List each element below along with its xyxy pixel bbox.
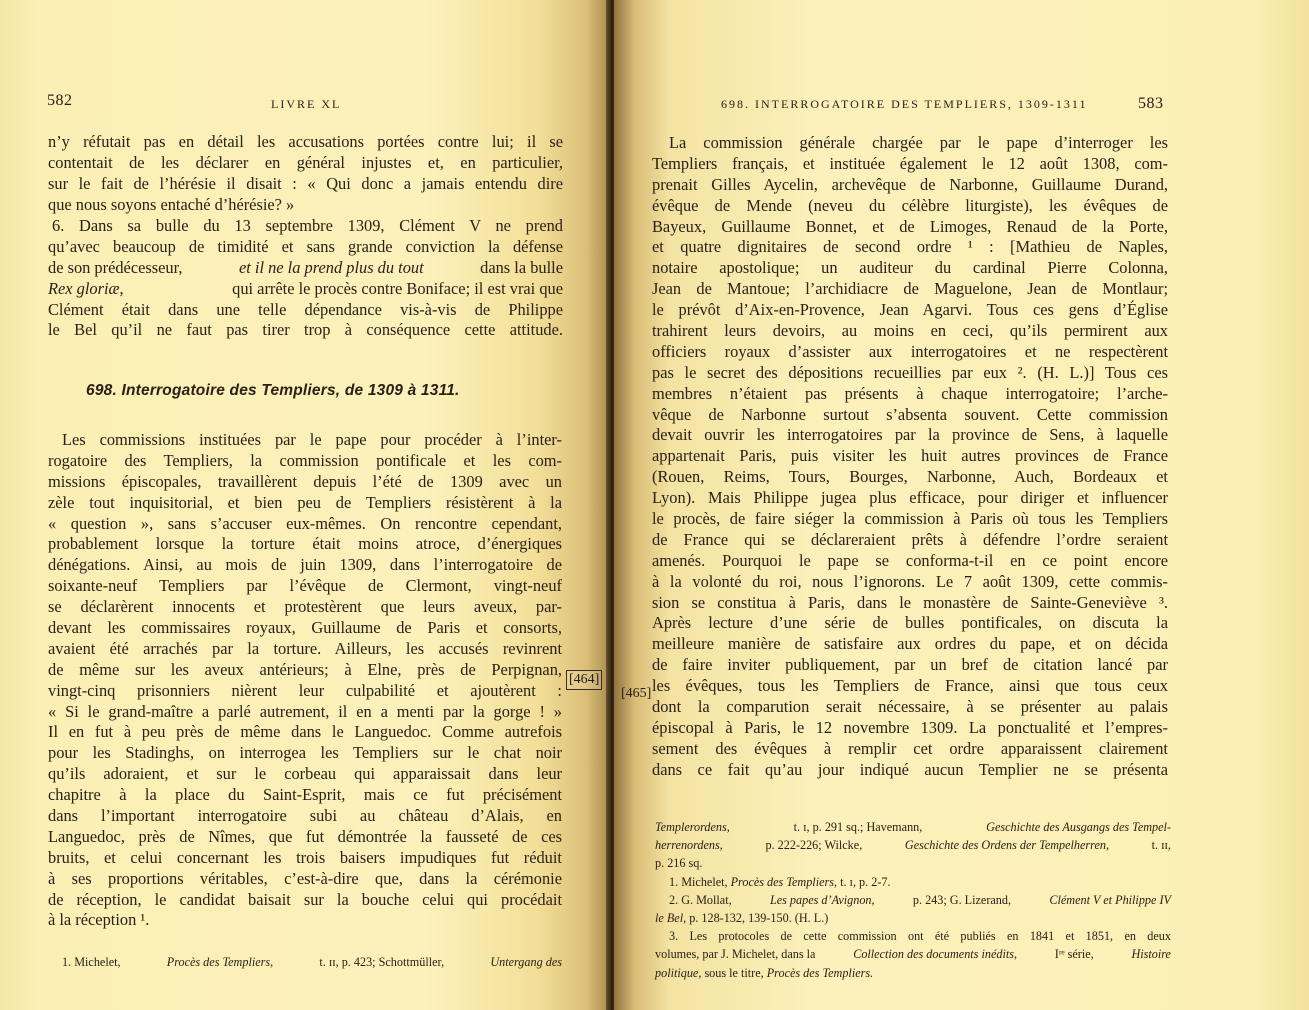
text-line: et quatre dignitaires de second ordre ¹ : [Mathieu de Naples, bbox=[652, 237, 1168, 257]
footnote-line: Templerordens, t. ɪ, p. 291 sq.; Havemann, Geschichte des Ausgangs des Tempel- bbox=[655, 820, 1171, 834]
text-line: Templiers français, et instituée également le 12 août 1308, com- bbox=[652, 153, 1168, 173]
text-line: sion se constitua à Paris, dans le monastère de Sainte-Geneviève ³. bbox=[652, 592, 1168, 612]
footnote-line: p. 216 sq. bbox=[655, 856, 703, 871]
text-line: membres n’étaient pas présents à chaque interrogatoire; l’arche- bbox=[652, 383, 1168, 403]
text-line: n’y réfutait pas en détail les accusations portées contre lui; il se bbox=[48, 132, 563, 151]
text-line: épiscopal à Paris, le 12 novembre 1309. La ponctualité et l’empres- bbox=[652, 717, 1168, 737]
text-line: à ses proportions véritables, c’est-à-dire que, dans la cérémonie bbox=[48, 868, 562, 888]
text-line: qu’ils adoraient, et sur le corbeau qui apparaissait dans leur bbox=[48, 764, 562, 784]
text-line: vingt-cinq prisonniers nièrent leur culpabilité et ajoutèrent : bbox=[48, 680, 562, 700]
text-line: dont la comparution serait nécessaire, à se présenter au palais bbox=[652, 697, 1168, 717]
text-line: « question », sans s’accuser eux-mêmes. On rencontre cependant, bbox=[48, 513, 562, 533]
text-line: de même sur les aveux antérieurs; à Elne, près de Perpignan, bbox=[48, 659, 562, 679]
text-line: amenés. Pourquoi le pape se conforma-t-il en ce point encore bbox=[652, 550, 1168, 570]
text-line: les évêques, tous les Templiers de France, ainsi que tous ceux bbox=[652, 676, 1168, 696]
text-line: vêque de Narbonne surtout s’absenta souvent. Cette commission bbox=[652, 404, 1168, 424]
text-line: Clément était dans une telle dépendance vis-à-vis de Philippe bbox=[48, 299, 563, 319]
text-line: Après lecture d’une série de bulles pontificales, on discuta la bbox=[652, 613, 1168, 633]
text-line: soixante-neuf Templiers par l’évêque de Clermont, vingt-neuf bbox=[48, 576, 562, 596]
text-line: Bayeux, Guillaume Bonnet, et de Limoges, Renaud de la Porte, bbox=[652, 216, 1168, 236]
footnote-line: 3. Les protocoles de cette commission ont été publiés en 1841 et 1851, en deux bbox=[669, 929, 1171, 944]
right-footnotes bbox=[655, 818, 1171, 982]
text-line: devant les commissaires royaux, Guillaume de Paris et consorts, bbox=[48, 618, 562, 638]
text-line: de faire inviter publiquement, par un bref de citation lancé par bbox=[652, 655, 1168, 675]
left-page bbox=[0, 0, 610, 1010]
text-line: se déclarèrent innocents et protestèrent que leurs aveux, par- bbox=[48, 597, 562, 617]
left-para-3 bbox=[48, 430, 562, 931]
margin-page-ref-left: [464] bbox=[566, 670, 602, 690]
text-line: de réception, le candidat baisait sur la bouche celui qui procédait bbox=[48, 889, 562, 909]
page-number-right: 583 bbox=[1138, 95, 1164, 112]
text-line: le procès, de faire siéger la commission à Paris où tous les Templiers bbox=[652, 509, 1168, 529]
text-line: Lyon). Mais Philippe jugea plus efficace, pour diriger et influencer bbox=[652, 488, 1168, 508]
text-line: dénégations. Ainsi, au mois de juin 1309, dans l’interrogatoire de bbox=[48, 555, 562, 575]
text-line: La commission générale chargée par le pape d’interroger les bbox=[669, 133, 1168, 152]
left-para-1 bbox=[48, 132, 563, 216]
text-line: 6. Dans sa bulle du 13 septembre 1309, Clément V ne prend bbox=[52, 216, 563, 235]
footnote-line: politique, sous le titre, Procès des Templiers. bbox=[655, 965, 874, 980]
text-line: trahirent leurs devoirs, au moins en ceci, qu’ils permirent aux bbox=[652, 321, 1168, 341]
footnote-line: herrenordens, p. 222-226; Wilcke, Geschichte des Ordens der Tempelherren, t. ɪɪ, bbox=[655, 838, 1171, 853]
text-line: que nous soyons entaché d’hérésie? » bbox=[48, 194, 295, 214]
section-heading: 698. Interrogatoire des Templiers, de 1309 à 1311. bbox=[86, 382, 460, 399]
running-head-right: 698. INTERROGATOIRE DES TEMPLIERS, 1309-1311 bbox=[721, 97, 1088, 111]
footnote-line: 1. Michelet, Procès des Templiers, t. ɪɪ, p. 423; Schottmüller, Untergang des bbox=[62, 955, 562, 969]
text-line: chapitre à la place du Saint-Esprit, mais ce fut précisément bbox=[48, 785, 562, 805]
text-line: meilleure manière de satisfaire aux ordres du pape, et on décida bbox=[652, 634, 1168, 654]
text-line: Les commissions instituées par le pape pour procéder à l’inter- bbox=[62, 430, 562, 449]
text-line: appartenait Paris, puis visiter les huit autres provinces de France bbox=[652, 446, 1168, 466]
text-line: (Rouen, Reims, Tours, Bourges, Narbonne, Auch, Bordeaux et bbox=[652, 467, 1168, 487]
footnote-line: 2. G. Mollat, Les papes d’Avignon, p. 243; G. Lizerand, Clément V et Philippe IV bbox=[669, 892, 1171, 907]
text-line: probablement lorsque la torture était moins atroce, d’énergiques bbox=[48, 534, 562, 554]
text-line: contentait de les déclarer en général injustes et, en particulier, bbox=[48, 152, 563, 172]
text-line: rogatoire des Templiers, la commission pontificale et les com- bbox=[48, 450, 562, 470]
text-line: prenait Gilles Aycelin, archevêque de Narbonne, Guillaume Durand, bbox=[652, 174, 1168, 194]
text-line: dans l’important interrogatoire subi au château d’Alais, en bbox=[48, 806, 562, 826]
text-line: Languedoc, près de Nîmes, que fut démontrée la fausseté de ces bbox=[48, 826, 562, 846]
text-line: à la volonté du roi, nous l’ignorons. Le 7 août 1309, cette commis- bbox=[652, 571, 1168, 591]
text-line: notaire apostolique; un auditeur du cardinal Pierre Colonna, bbox=[652, 258, 1168, 278]
running-head-left: LIVRE XL bbox=[271, 97, 342, 111]
text-line: zèle tout inquisitorial, et bien peu de Templiers résistèrent à la bbox=[48, 492, 562, 512]
text-line: sur le fait de l’hérésie il disait : « Qui donc a jamais entendu dire bbox=[48, 173, 563, 193]
left-para-2 bbox=[48, 216, 563, 341]
text-line: pas le secret des dépositions recueillies par eux ². (H. L.)] Tous ces bbox=[652, 362, 1168, 382]
text-line: Jean de Mantoue; l’archidiacre de Maguelone, Jean de Montlaur; bbox=[652, 279, 1168, 299]
footnote-line: 1. Michelet, Procès des Templiers, t. ɪ, p. 2-7. bbox=[669, 874, 891, 889]
text-line: pour les Stadinghs, on interrogea les Templiers sur le chat noir bbox=[48, 743, 562, 763]
text-line: de son prédécesseur, et il ne la prend plus du tout dans la bulle bbox=[48, 257, 563, 277]
right-para-1 bbox=[652, 133, 1168, 781]
text-line: Il en fut à peu près de même dans le Languedoc. Comme autrefois bbox=[48, 722, 562, 742]
text-line: Rex gloriæ, qui arrête le procès contre Boniface; il est vrai que bbox=[48, 278, 563, 298]
text-line: « Si le grand-maître a parlé autrement, il en a menti par la gorge ! » bbox=[48, 701, 562, 721]
text-line: évêque de Mende (neveu du célèbre liturgiste), les évêques de bbox=[652, 195, 1168, 215]
right-page bbox=[614, 0, 1309, 1010]
text-line: avaient été arrachés par la torture. Ailleurs, les accusés revinrent bbox=[48, 638, 562, 658]
text-line: de France qui se déclareraient prêts à défendre l’ordre seraient bbox=[652, 529, 1168, 549]
footnote-line: volumes, par J. Michelet, dans la Collection des documents inédits, Iʳᵉ série, Histoire bbox=[655, 947, 1171, 962]
left-footnote bbox=[62, 953, 562, 971]
text-line: bruits, et celui concernant les trois baisers impudiques fut réduit bbox=[48, 847, 562, 867]
page-number-left: 582 bbox=[47, 92, 73, 109]
text-line: à la réception ¹. bbox=[48, 910, 150, 930]
text-line: sement des évêques à remplir cet ordre apparaissent clairement bbox=[652, 738, 1168, 758]
text-line: qu’avec beaucoup de timidité et sans grande conviction la défense bbox=[48, 236, 563, 256]
text-line: le prévôt d’Aix-en-Provence, Jean Agarvi. Tous ces gens d’Église bbox=[652, 300, 1168, 320]
text-line: le Bel qu’il ne faut pas tirer trop à conséquence cette attitude. bbox=[48, 320, 563, 340]
text-line: dans ce fait qu’au jour indiqué aucun Templier ne se présenta bbox=[652, 759, 1168, 779]
text-line: officiers royaux d’assister aux interrogatoires et ne respectèrent bbox=[652, 341, 1168, 361]
footnote-line: le Bel, p. 128-132, 139-150. (H. L.) bbox=[655, 910, 829, 925]
text-line: devait ouvrir les interrogatoires par la province de Sens, à laquelle bbox=[652, 425, 1168, 445]
margin-page-ref-right: [465] bbox=[621, 686, 652, 701]
text-line: missions épiscopales, travaillèrent depuis l’été de 1309 avec un bbox=[48, 471, 562, 491]
